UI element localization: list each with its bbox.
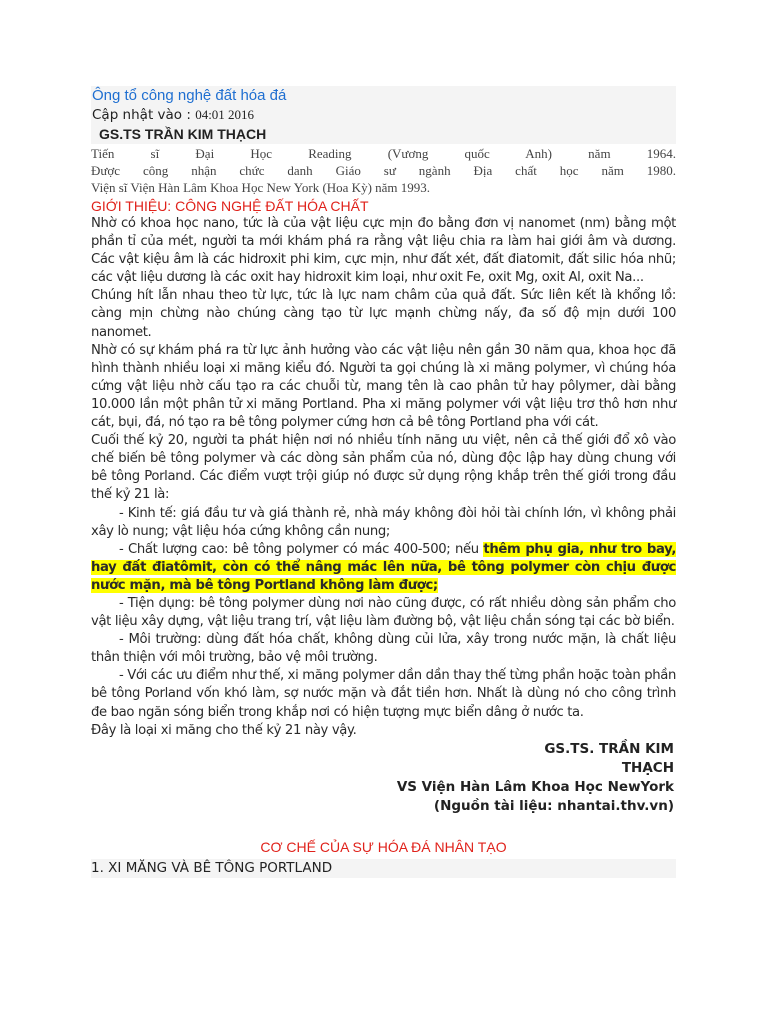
- update-value: 04:01 2016: [195, 107, 255, 122]
- author-name: GS.TS TRẦN KIM THẠCH: [91, 124, 676, 144]
- update-date: [91, 105, 676, 124]
- signature-name-2: THẠCH: [621, 759, 674, 776]
- bullet-advantages: - Với các ưu điểm như thế, xi măng polymer dần dần thay thế từng phần hoặc toàn phần bê tông Porland vốn khó làm, sợ nước mặn và đắt tiền hơn. Nhất là dùng nó cho công trình đe bao ngăn sóng biển trong khắp nơi có hiện tượng mực biển dâng ở nước ta.: [91, 668, 676, 720]
- article: [91, 86, 676, 878]
- paragraph: Chúng hít lẫn nhau theo từ lực, tức là lực nam châm của quả đất. Sức liên kết là khổng lồ: càng mịn chừng nào chúng càng tạo từ lực mạnh chừng nấy, đa số độ mịn dưới 100 nanomet.: [91, 288, 676, 340]
- signature-source: (Nguồn tài liệu: nhantai.thv.vn): [433, 797, 674, 814]
- update-label: Cập nhật vào :: [92, 107, 191, 123]
- highlighted-text: thêm phụ gia, như tro bay, hay đất điatômit, còn có thể nâng mác lên nữa, bê tông polymer còn chịu được nước mặn, mà bê tông Portland không làm được;: [91, 541, 676, 593]
- section-title: GIỚI THIỆU: CÔNG NGHỆ ĐẤT HÓA CHẤT: [91, 198, 369, 214]
- bio-line: Viện sĩ Viện Hàn Lâm Khoa Học New York (Hoa Kỳ) năm 1993.: [91, 180, 431, 195]
- bullet-environment: - Môi trường: dùng đất hóa chất, không dùng củi lửa, xây trong nước mặn, là chất liệu thân thiện với môi trường, bảo vệ môi trường.: [91, 632, 676, 666]
- signature-affiliation: VS Viện Hàn Lâm Khoa Học NewYork: [396, 778, 674, 795]
- subsection-heading: 1. XI MĂNG VÀ BÊ TÔNG PORTLAND: [91, 859, 676, 878]
- bullet-economy: - Kinh tế: giá đầu tư và giá thành rẻ, nhà máy không đòi hỏi tài chính lớn, vì không phải xây lò nung; vật liệu hóa cứng không cần nung;: [91, 505, 676, 539]
- paragraph: Nhờ có sự khám phá ra từ lực ảnh hưởng vào các vật liệu nên gần 30 năm qua, khoa học đã hình thành nhiều loại xi măng kiểu đó. Người ta gọi chúng là xi măng polymer, vì chúng hóa cứng vật liệu nhờ cấu tạo ra các chuỗi từ, mang tên là cao phân tử hay pôlymer, dài bằng 10.000 lần một phân tử xi măng Portland. Pha xi măng polymer với vật liệu trơ thô hơn như cát, bụi, đá, nó tạo ra bê tông polymer cứng hơn cả bê tông Portland pha với cát.: [91, 342, 676, 431]
- paragraph: Nhờ có khoa học nano, tức là của vật liệu cực mịn đo bằng đơn vị nanomet (nm) bằng một phần tỉ của mét, người ta mới khám phá ra rằng vật liệu chia ra làm hai giới âm và dương. Các vật kiệu âm là các hidroxit phi kim, cực mịn, như đất xét, đất điatomit, đất silic hóa nhũ; các vật liệu dương là các oxit hay hidroxit kim loại, như oxit Fe, oxit Mg, oxit Al, oxit Na...: [91, 216, 676, 286]
- closing-line: Đây là loại xi măng cho thế kỷ 21 này vậy.: [91, 722, 357, 738]
- paragraph: Cuối thế kỷ 20, người ta phát hiện nơi nó nhiều tính năng ưu việt, nên cả thế giới đổ xô vào chế biến bê tông polymer và các dòng sản phẩm của nó, dùng độc lập hay dùng chung với bê tông Porland. Các điểm vượt trội giúp nó được sử dụng rộng khắp trên thế giới trong đầu thế kỷ 21 là:: [91, 433, 676, 503]
- bullet-quality-text: - Chất lượng cao: bê tông polymer có mác 400-500; nếu: [119, 541, 484, 557]
- author-bio: [91, 145, 676, 196]
- bullet-convenience: - Tiện dụng: bê tông polymer dùng nơi nào cũng được, có rất nhiều dòng sản phẩm cho vật liệu xây dựng, vật liệu trang trí, vật liệu làm đường bộ, vật liệu chắn sóng tại các bờ biển.: [91, 595, 676, 630]
- bio-line: Được công nhận chức danh Giáo sư ngành Địa chất học năm 1980.: [91, 163, 676, 178]
- signature: [91, 740, 676, 816]
- bio-line: Tiến sĩ Đại Học Reading (Vương quốc Anh) năm 1964.: [91, 146, 676, 161]
- signature-name-1: GS.TS. TRẦN KIM: [544, 740, 674, 757]
- article-body: [91, 215, 676, 740]
- bullet-quality: [91, 541, 676, 595]
- article-title[interactable]: Ông tổ công nghệ đất hóa đá: [91, 86, 676, 105]
- mechanism-title: CƠ CHẾ CỦA SỰ HÓA ĐÁ NHÂN TẠO: [260, 838, 507, 855]
